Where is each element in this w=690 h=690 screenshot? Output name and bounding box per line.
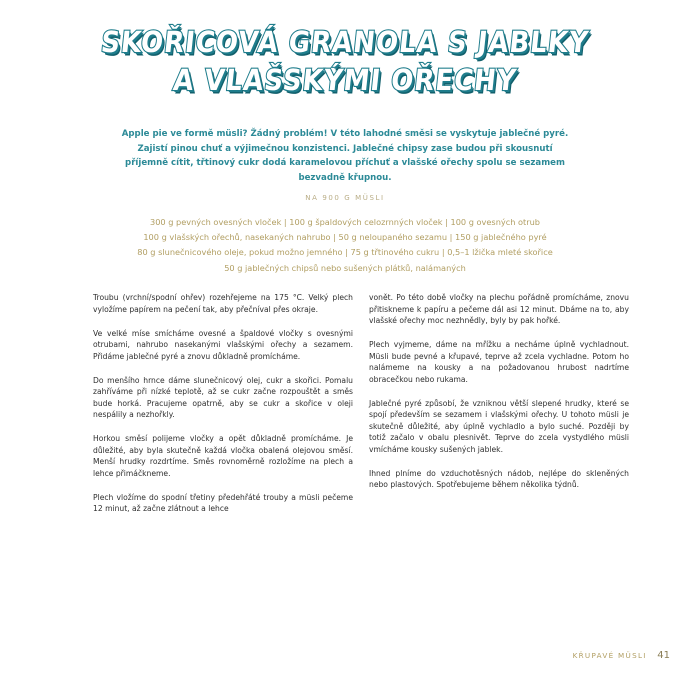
page-number: 41	[657, 650, 670, 661]
instruction-paragraph: Ve velké míse smícháme ovesné a špaldové vločky s ovesnými otrubami, nahrubo nasekanými vlašskými ořechy a sezamem. Přidáme jablečné pyré a znovu důkladně promícháme.	[93, 328, 353, 361]
instruction-paragraph: vonět. Po této době vločky na plechu pořádně promícháme, znovu přitiskneme k papíru a pečeme dál asi 12 minut. Dbáme na to, aby vlašské ořechy moc nezhnědly, byly by pak hořké.	[369, 293, 629, 325]
ingredient-line: 50 g jablečných chipsů nebo sušených plátků, nalámaných	[224, 262, 466, 273]
instruction-paragraph: Do menšího hrnce dáme slunečnicový olej, cukr a skořici. Pomalu zahříváme při nízké teplotě, až se cukr začne rozpouštět a směs bude horká. Pracujeme opatrně, aby se cukr a skořice v oleji nespálily a nezhořkly.	[93, 375, 353, 419]
instruction-paragraph: Plech vyjmeme, dáme na mřížku a necháme úplně vychladnout. Müsli bude pevné a křupavé, teprve až zcela vychladne. Potom ho nalámeme na kousky a na požadovanou hrubost nadrtíme obracečkou nebo rukama.	[369, 340, 629, 384]
ingredients-heading: NA 900 G MÜSLI	[305, 194, 385, 202]
ingredients-list	[100, 215, 590, 276]
instruction-paragraph: Ihned plníme do vzduchotěsných nádob, nejlépe do skleněných nebo plastových. Spotřebujeme během několika týdnů.	[369, 468, 629, 489]
page-footer	[573, 650, 670, 661]
instruction-paragraph: Jablečné pyré způsobí, že vzniknou větší slepené hrudky, které se spojí především se sezamem i vlašskými ořechy. U tohoto müsli je skutečně důležité, aby úplně vychladlo a bylo suché. Později by totiž začalo v obalu plesnivět. Teprve do zcela vystydlého müsli vmícháme kousky sušených jablek.	[369, 398, 629, 454]
instructions-left-column	[93, 292, 353, 527]
footer-section-name: KŘUPAVÉ MÜSLI	[572, 651, 647, 660]
instructions-right-column	[369, 292, 629, 503]
ingredient-line: 100 g vlašských ořechů, nasekaných nahrubo | 50 g neloupaného sezamu | 150 g jablečného pyré	[143, 232, 547, 243]
ingredient-line: 300 g pevných ovesných vloček | 100 g špaldových celozrnných vloček | 100 g ovesných otrub	[150, 217, 540, 227]
instruction-paragraph: Troubu (vrchní/spodní ohřev) rozehřejeme na 175 °C. Velký plech vyložíme papírem na pečení tak, aby přečníval přes okraje.	[93, 293, 353, 314]
instruction-paragraph: Horkou směsí polijeme vločky a opět důkladně promícháme. Je důležité, aby byla skutečně každá vločka obalená olejovou směsí. Menší hrudky rozdrtíme. Směs rovnoměrně rozložíme na plech a lehce přimáčkneme.	[93, 434, 353, 478]
recipe-title-line-1: SKOŘICOVÁ GRANOLA S JABLKY	[99, 26, 591, 60]
recipe-intro: Apple pie ve formě müsli? Žádný problém! V této lahodné směsi se vyskytuje jablečné pyré. Zajistí pinou chuť a výjimečnou konzistenci. Jablečné chipsy zase budou při skousnutí příjemně cítit, třtinový cukr dodá karamelovou příchuť a vlašské ořechy spolu se sezamem bezvadně křupnou.	[121, 129, 569, 183]
instruction-paragraph: Plech vložíme do spodní třetiny předehřáté trouby a müsli pečeme 12 minut, až začne zlátnout a lehce	[93, 492, 353, 513]
recipe-title	[0, 24, 690, 100]
recipe-title-line-2: A VLAŠSKÝMI OŘECHY	[171, 64, 519, 98]
ingredient-line: 80 g slunečnicového oleje, pokud možno jemného | 75 g třtinového cukru | 0,5–1 lžička mleté skořice	[137, 247, 553, 258]
